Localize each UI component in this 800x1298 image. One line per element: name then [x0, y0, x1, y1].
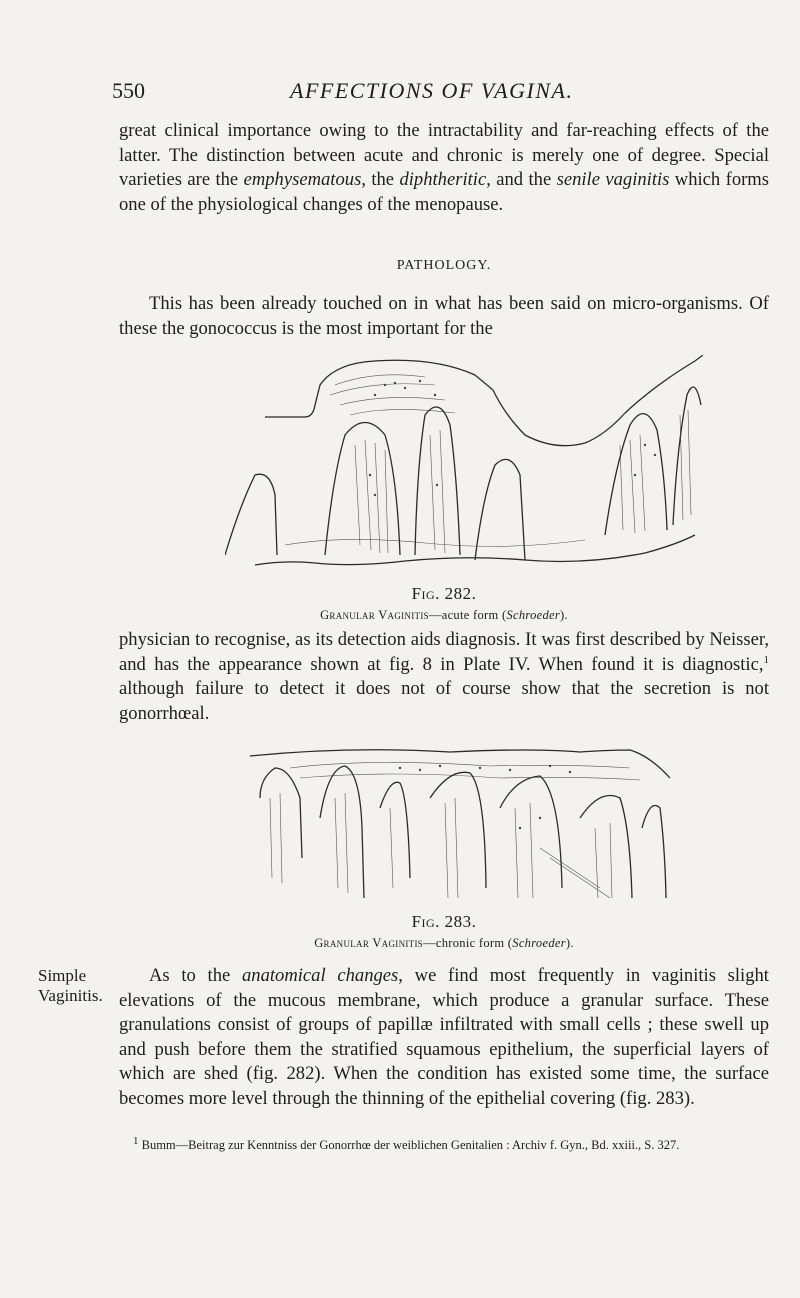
footnote	[119, 1134, 769, 1153]
text-run: which forms one of the physiological changes of the menopause.	[119, 169, 770, 215]
page-header	[112, 78, 742, 108]
term-anatomical-changes: anatomical changes	[241, 965, 399, 986]
figure-283-caption-block	[119, 912, 769, 951]
figure-282-caption-block	[119, 584, 769, 623]
caption-text: —acute form (	[428, 608, 507, 622]
text-run: , we find most frequently in vaginitis slight elevations of the mucous membrane, which produce a granular surface. These granulations consist of groups of papillæ infiltrated with small cells ; these swell up and push before them the stratified squamous epithelium, the superficial layers of which are shed (fig. 282). When the condition has existed some time, the surface becomes more level through the thinning of the epithelial covering (fig. 283).	[119, 965, 769, 1109]
text-run: great clinical importance owing to the intractability and far-reaching effects of the latter. The distinction between acute and chronic is merely one of degree. Special varieties are the	[119, 120, 769, 191]
caption-author: Schroeder	[506, 608, 561, 622]
term-emphysematous: emphysematous	[243, 169, 362, 191]
paragraph-text: This has been already touched on in what has been said on micro-organisms. Of these the gonococcus is the most important for the	[119, 293, 769, 339]
caption-text: ).	[560, 608, 568, 622]
text-run: , and the	[486, 169, 557, 191]
text-run: although failure to detect it does not of course show that the secretion is not gonorrhœal.	[119, 678, 769, 724]
text-run: physician to recognise, as its detection aids diagnosis. It was first described by Neisser, and has the appearance shown at fig. 8 in Plate IV. When found it is diagnostic,	[119, 629, 769, 675]
caption-title: Granular Vaginitis	[314, 936, 424, 950]
margin-note-line: Vaginitis.	[38, 986, 103, 1005]
caption-title: Granular Vaginitis	[320, 608, 429, 622]
paragraph-pathology	[119, 292, 769, 341]
figure-283-illustration	[250, 738, 680, 908]
figure-283-caption	[119, 936, 769, 951]
figure-282-label: Fig. 282.	[411, 584, 477, 603]
caption-author: Schroeder	[512, 936, 566, 950]
paragraph-gonococcus	[119, 628, 769, 726]
footnote-reference: 1	[763, 653, 769, 666]
footnote-mark: 1	[133, 1134, 139, 1147]
figure-282-caption	[119, 608, 769, 623]
page-number: 550	[112, 78, 145, 103]
term-senile-vaginitis: senile vaginitis	[556, 169, 670, 191]
section-heading: PATHOLOGY.	[396, 258, 492, 273]
running-title: AFFECTIONS OF VAGINA.	[290, 78, 574, 103]
caption-text: ).	[565, 936, 574, 950]
paragraph-anatomical-changes	[119, 964, 769, 1112]
caption-text: —chronic form (	[423, 936, 513, 950]
paragraph-intro	[119, 119, 769, 217]
figure-283-label: Fig. 283.	[411, 912, 477, 931]
margin-note-line: Simple	[38, 966, 87, 985]
figure-282-illustration	[225, 355, 715, 580]
term-diphtheritic: diphtheritic	[399, 169, 487, 191]
footnote-text: Bumm—Beitrag zur Kenntniss der Gonorrhœ der weiblichen Genitalien : Archiv f. Gyn., Bd. xxiii., S. 327.	[138, 1138, 680, 1152]
text-run: , the	[361, 169, 400, 191]
margin-note	[38, 966, 118, 1006]
text-run: As to the	[149, 965, 242, 986]
